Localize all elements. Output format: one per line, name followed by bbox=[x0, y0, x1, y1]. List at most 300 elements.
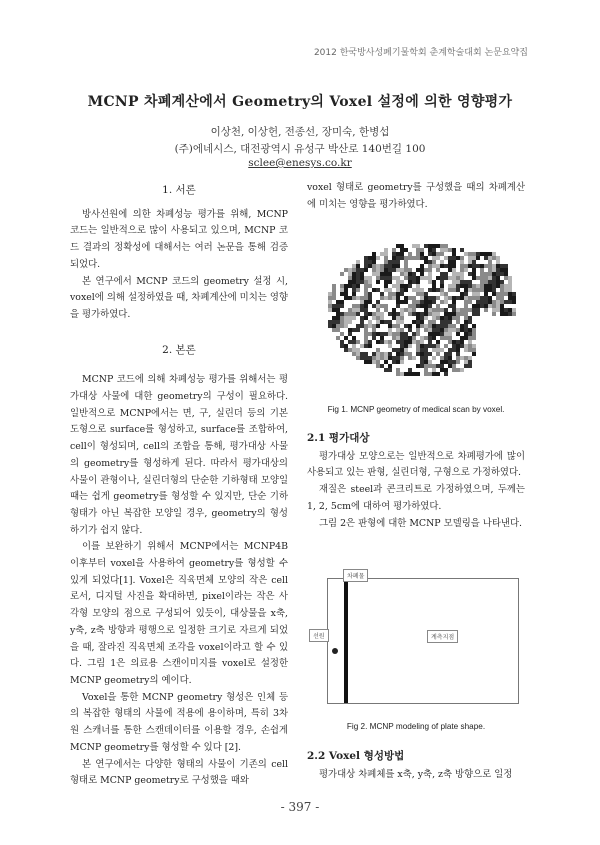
voxel-cell bbox=[496, 276, 500, 280]
voxel-cell bbox=[464, 344, 468, 348]
voxel-cell bbox=[420, 352, 424, 356]
voxel-cell bbox=[464, 328, 468, 332]
voxel-cell bbox=[340, 288, 344, 292]
voxel-cell bbox=[444, 372, 448, 376]
voxel-cell bbox=[448, 324, 452, 328]
voxel-cell bbox=[364, 260, 368, 264]
voxel-cell bbox=[476, 288, 480, 292]
voxel-cell bbox=[440, 364, 444, 368]
voxel-cell bbox=[368, 340, 372, 344]
voxel-cell bbox=[400, 320, 404, 324]
voxel-cell bbox=[424, 352, 428, 356]
voxel-cell bbox=[368, 356, 372, 360]
voxel-cell bbox=[408, 344, 412, 348]
voxel-cell bbox=[424, 364, 428, 368]
voxel-cell bbox=[440, 244, 444, 248]
voxel-cell bbox=[384, 304, 388, 308]
voxel-cell bbox=[468, 320, 472, 324]
voxel-cell bbox=[448, 316, 452, 320]
voxel-cell bbox=[368, 276, 372, 280]
voxel-cell bbox=[496, 284, 500, 288]
voxel-cell bbox=[336, 308, 340, 312]
voxel-cell bbox=[412, 312, 416, 316]
voxel-cell bbox=[432, 348, 436, 352]
voxel-cell bbox=[380, 336, 384, 340]
voxel-cell bbox=[440, 328, 444, 332]
voxel-cell bbox=[476, 284, 480, 288]
voxel-cell bbox=[376, 272, 380, 276]
voxel-cell bbox=[400, 280, 404, 284]
voxel-cell bbox=[480, 280, 484, 284]
voxel-cell bbox=[424, 344, 428, 348]
voxel-cell bbox=[436, 296, 440, 300]
voxel-cell bbox=[496, 308, 500, 312]
voxel-cell bbox=[396, 304, 400, 308]
voxel-cell bbox=[436, 268, 440, 272]
voxel-cell bbox=[452, 340, 456, 344]
voxel-cell bbox=[420, 324, 424, 328]
voxel-cell bbox=[396, 292, 400, 296]
voxel-cell bbox=[408, 372, 412, 376]
voxel-cell bbox=[380, 332, 384, 336]
voxel-cell bbox=[488, 280, 492, 284]
voxel-cell bbox=[472, 272, 476, 276]
right-column-top bbox=[307, 180, 525, 213]
voxel-cell bbox=[400, 308, 404, 312]
voxel-cell bbox=[416, 300, 420, 304]
voxel-cell bbox=[356, 328, 360, 332]
voxel-cell bbox=[456, 288, 460, 292]
voxel-cell bbox=[344, 348, 348, 352]
voxel-cell bbox=[368, 300, 372, 304]
voxel-cell bbox=[492, 280, 496, 284]
voxel-cell bbox=[424, 316, 428, 320]
voxel-cell bbox=[388, 356, 392, 360]
voxel-cell bbox=[376, 356, 380, 360]
voxel-cell bbox=[432, 332, 436, 336]
voxel-cell bbox=[376, 264, 380, 268]
voxel-cell bbox=[440, 316, 444, 320]
voxel-cell bbox=[400, 356, 404, 360]
email-link[interactable]: sclee@enesys.co.kr bbox=[248, 157, 352, 169]
voxel-cell bbox=[504, 300, 508, 304]
voxel-cell bbox=[472, 344, 476, 348]
voxel-cell bbox=[420, 320, 424, 324]
voxel-cell bbox=[492, 292, 496, 296]
voxel-cell bbox=[384, 360, 388, 364]
voxel-cell bbox=[444, 264, 448, 268]
voxel-cell bbox=[372, 352, 376, 356]
voxel-cell bbox=[336, 320, 340, 324]
voxel-cell bbox=[420, 264, 424, 268]
voxel-cell bbox=[456, 284, 460, 288]
voxel-cell bbox=[408, 308, 412, 312]
voxel-cell bbox=[408, 368, 412, 372]
voxel-cell bbox=[428, 248, 432, 252]
voxel-cell bbox=[328, 300, 332, 304]
voxel-cell bbox=[428, 308, 432, 312]
voxel-cell bbox=[384, 296, 388, 300]
voxel-cell bbox=[444, 360, 448, 364]
voxel-cell bbox=[380, 312, 384, 316]
voxel-cell bbox=[376, 324, 380, 328]
voxel-cell bbox=[436, 252, 440, 256]
voxel-cell bbox=[424, 328, 428, 332]
body-paragraph-1: MCNP 코드에 의해 차폐성능 평가를 위해서는 평가대상 사물에 대한 geometry의 구성이 필요하다. 일반적으로 MCNP에서는 면, 구, 실린더 등의 기본 도형으로 surface를 형성하고, surface를 조합하여, cell이 형성되며, cell의 조합을 통해, 평가대상 사물의 geometry를 형성하게 된다. 따라서 평가대상의 사물이 관형이나, 실린더형의 단순한 기하형태 모양일 때는 쉽게 geometry를 형성할 수 있지만, 단순 기하형태가 아닌 복잡한 모양일 경우, geometry의 형성하기가 쉽지 않다. bbox=[70, 374, 288, 536]
voxel-cell bbox=[428, 312, 432, 316]
voxel-cell bbox=[400, 248, 404, 252]
voxel-cell bbox=[456, 344, 460, 348]
voxel-cell bbox=[444, 256, 448, 260]
voxel-cell bbox=[384, 260, 388, 264]
voxel-cell bbox=[452, 328, 456, 332]
voxel-cell bbox=[348, 284, 352, 288]
voxel-cell bbox=[432, 244, 436, 248]
voxel-cell bbox=[412, 340, 416, 344]
voxel-cell bbox=[372, 328, 376, 332]
voxel-cell bbox=[424, 244, 428, 248]
voxel-cell bbox=[448, 312, 452, 316]
voxel-cell bbox=[460, 296, 464, 300]
voxel-cell bbox=[432, 320, 436, 324]
voxel-cell bbox=[356, 264, 360, 268]
voxel-cell bbox=[460, 328, 464, 332]
voxel-cell bbox=[376, 288, 380, 292]
voxel-cell bbox=[420, 316, 424, 320]
voxel-cell bbox=[388, 296, 392, 300]
voxel-cell bbox=[340, 344, 344, 348]
voxel-cell bbox=[384, 320, 388, 324]
voxel-cell bbox=[444, 308, 448, 312]
voxel-cell bbox=[376, 312, 380, 316]
voxel-cell bbox=[468, 264, 472, 268]
voxel-cell bbox=[340, 284, 344, 288]
voxel-cell bbox=[396, 252, 400, 256]
voxel-cell bbox=[412, 372, 416, 376]
voxel-cell bbox=[484, 288, 488, 292]
voxel-cell bbox=[408, 328, 412, 332]
voxel-cell bbox=[440, 324, 444, 328]
voxel-cell bbox=[448, 352, 452, 356]
voxel-cell bbox=[364, 324, 368, 328]
voxel-cell bbox=[436, 372, 440, 376]
voxel-cell bbox=[420, 268, 424, 272]
voxel-cell bbox=[444, 272, 448, 276]
voxel-cell bbox=[428, 272, 432, 276]
voxel-cell bbox=[400, 312, 404, 316]
voxel-cell bbox=[504, 268, 508, 272]
voxel-cell bbox=[352, 296, 356, 300]
voxel-cell bbox=[364, 344, 368, 348]
voxel-cell bbox=[428, 344, 432, 348]
voxel-cell bbox=[452, 348, 456, 352]
voxel-cell bbox=[492, 276, 496, 280]
voxel-cell bbox=[340, 316, 344, 320]
voxel-cell bbox=[440, 336, 444, 340]
voxel-cell bbox=[468, 348, 472, 352]
voxel-cell bbox=[336, 304, 340, 308]
subsection-title-2-1: 2.1 평가대상 bbox=[307, 432, 370, 444]
voxel-cell bbox=[364, 340, 368, 344]
voxel-cell bbox=[476, 304, 480, 308]
voxel-cell bbox=[392, 248, 396, 252]
voxel-cell bbox=[420, 312, 424, 316]
voxel-cell bbox=[380, 292, 384, 296]
label-shield: 차폐물 bbox=[343, 569, 368, 582]
voxel-cell bbox=[360, 316, 364, 320]
voxel-cell bbox=[496, 260, 500, 264]
voxel-cell bbox=[392, 252, 396, 256]
voxel-cell bbox=[408, 356, 412, 360]
voxel-cell bbox=[348, 328, 352, 332]
voxel-cell bbox=[472, 348, 476, 352]
voxel-cell bbox=[452, 344, 456, 348]
voxel-cell bbox=[416, 348, 420, 352]
voxel-cell bbox=[440, 332, 444, 336]
voxel-cell bbox=[440, 348, 444, 352]
voxel-cell bbox=[424, 300, 428, 304]
voxel-cell bbox=[488, 276, 492, 280]
voxel-cell bbox=[356, 324, 360, 328]
voxel-cell bbox=[372, 360, 376, 364]
voxel-cell bbox=[452, 324, 456, 328]
voxel-cell bbox=[436, 332, 440, 336]
voxel-cell bbox=[492, 304, 496, 308]
voxel-cell bbox=[416, 256, 420, 260]
voxel-cell bbox=[428, 340, 432, 344]
voxel-cell bbox=[416, 312, 420, 316]
voxel-cell bbox=[472, 312, 476, 316]
voxel-cell bbox=[340, 324, 344, 328]
voxel-cell bbox=[352, 288, 356, 292]
voxel-cell bbox=[440, 368, 444, 372]
voxel-cell bbox=[328, 304, 332, 308]
voxel-cell bbox=[368, 284, 372, 288]
voxel-cell bbox=[360, 344, 364, 348]
voxel-cell bbox=[468, 272, 472, 276]
voxel-cell bbox=[396, 320, 400, 324]
voxel-cell bbox=[408, 352, 412, 356]
voxel-cell bbox=[344, 324, 348, 328]
voxel-cell bbox=[432, 280, 436, 284]
voxel-cell bbox=[364, 296, 368, 300]
voxel-cell bbox=[432, 328, 436, 332]
voxel-cell bbox=[400, 340, 404, 344]
voxel-cell bbox=[412, 304, 416, 308]
voxel-cell bbox=[328, 324, 332, 328]
voxel-cell bbox=[412, 320, 416, 324]
voxel-cell bbox=[472, 260, 476, 264]
voxel-cell bbox=[372, 252, 376, 256]
voxel-cell bbox=[376, 280, 380, 284]
voxel-cell bbox=[432, 288, 436, 292]
voxel-cell bbox=[396, 360, 400, 364]
voxel-cell bbox=[364, 352, 368, 356]
voxel-cell bbox=[504, 292, 508, 296]
voxel-cell bbox=[508, 284, 512, 288]
voxel-cell bbox=[464, 308, 468, 312]
voxel-cell bbox=[468, 300, 472, 304]
voxel-cell bbox=[372, 356, 376, 360]
voxel-cell bbox=[364, 360, 368, 364]
voxel-cell bbox=[416, 364, 420, 368]
voxel-cell bbox=[452, 284, 456, 288]
voxel-cell bbox=[384, 248, 388, 252]
voxel-cell bbox=[352, 264, 356, 268]
voxel-cell bbox=[452, 268, 456, 272]
voxel-cell bbox=[508, 296, 512, 300]
voxel-cell bbox=[360, 296, 364, 300]
voxel-cell bbox=[364, 336, 368, 340]
voxel-cell bbox=[460, 308, 464, 312]
voxel-cell bbox=[420, 248, 424, 252]
voxel-cell bbox=[400, 336, 404, 340]
voxel-cell bbox=[360, 304, 364, 308]
voxel-cell bbox=[440, 264, 444, 268]
voxel-cell bbox=[364, 356, 368, 360]
voxel-cell bbox=[392, 356, 396, 360]
voxel-cell bbox=[344, 336, 348, 340]
voxel-cell bbox=[328, 320, 332, 324]
voxel-cell bbox=[348, 312, 352, 316]
voxel-cell bbox=[392, 312, 396, 316]
voxel-cell bbox=[432, 312, 436, 316]
voxel-cell bbox=[404, 276, 408, 280]
voxel-cell bbox=[352, 308, 356, 312]
voxel-cell bbox=[476, 308, 480, 312]
voxel-cell bbox=[448, 248, 452, 252]
voxel-cell bbox=[428, 296, 432, 300]
voxel-cell bbox=[384, 288, 388, 292]
voxel-cell bbox=[332, 288, 336, 292]
voxel-cell bbox=[424, 368, 428, 372]
voxel-cell bbox=[364, 316, 368, 320]
voxel-cell bbox=[440, 300, 444, 304]
voxel-cell bbox=[452, 256, 456, 260]
voxel-cell bbox=[472, 296, 476, 300]
voxel-cell bbox=[364, 292, 368, 296]
voxel-cell bbox=[468, 284, 472, 288]
voxel-cell bbox=[416, 316, 420, 320]
voxel-cell bbox=[468, 364, 472, 368]
voxel-cell bbox=[356, 356, 360, 360]
voxel-cell bbox=[380, 272, 384, 276]
voxel-cell bbox=[388, 264, 392, 268]
voxel-cell bbox=[480, 272, 484, 276]
affiliation: (주)에네시스, 대전광역시 유성구 박산로 140번길 100 bbox=[174, 143, 426, 155]
voxel-cell bbox=[360, 280, 364, 284]
voxel-cell bbox=[392, 336, 396, 340]
voxel-cell bbox=[352, 292, 356, 296]
voxel-cell bbox=[468, 252, 472, 256]
voxel-cell bbox=[468, 296, 472, 300]
voxel-cell bbox=[428, 276, 432, 280]
voxel-cell bbox=[484, 256, 488, 260]
voxel-cell bbox=[464, 264, 468, 268]
voxel-cell bbox=[380, 304, 384, 308]
voxel-cell bbox=[468, 356, 472, 360]
voxel-cell bbox=[420, 340, 424, 344]
voxel-cell bbox=[376, 320, 380, 324]
voxel-cell bbox=[360, 268, 364, 272]
voxel-cell bbox=[464, 316, 468, 320]
voxel-cell bbox=[348, 340, 352, 344]
voxel-cell bbox=[344, 296, 348, 300]
voxel-cell bbox=[380, 352, 384, 356]
voxel-cell bbox=[416, 244, 420, 248]
voxel-cell bbox=[352, 316, 356, 320]
voxel-cell bbox=[440, 360, 444, 364]
voxel-cell bbox=[476, 256, 480, 260]
voxel-cell bbox=[428, 268, 432, 272]
voxel-cell bbox=[416, 320, 420, 324]
voxel-cell bbox=[348, 316, 352, 320]
voxel-cell bbox=[480, 288, 484, 292]
voxel-cell bbox=[380, 316, 384, 320]
voxel-cell bbox=[408, 284, 412, 288]
voxel-cell bbox=[364, 308, 368, 312]
voxel-cell bbox=[420, 272, 424, 276]
voxel-cell bbox=[420, 356, 424, 360]
voxel-cell bbox=[448, 304, 452, 308]
voxel-cell bbox=[472, 352, 476, 356]
voxel-cell bbox=[396, 312, 400, 316]
voxel-cell bbox=[448, 356, 452, 360]
voxel-cell bbox=[496, 268, 500, 272]
voxel-cell bbox=[444, 344, 448, 348]
voxel-cell bbox=[348, 280, 352, 284]
voxel-cell bbox=[416, 324, 420, 328]
voxel-cell bbox=[356, 284, 360, 288]
voxel-cell bbox=[464, 336, 468, 340]
voxel-cell bbox=[436, 308, 440, 312]
voxel-cell bbox=[436, 352, 440, 356]
voxel-cell bbox=[408, 324, 412, 328]
voxel-cell bbox=[452, 288, 456, 292]
voxel-cell bbox=[424, 260, 428, 264]
voxel-cell bbox=[448, 360, 452, 364]
voxel-cell bbox=[440, 292, 444, 296]
voxel-cell bbox=[412, 356, 416, 360]
voxel-cell bbox=[328, 292, 332, 296]
voxel-cell bbox=[456, 360, 460, 364]
voxel-cell bbox=[392, 260, 396, 264]
voxel-cell bbox=[452, 368, 456, 372]
voxel-cell bbox=[452, 296, 456, 300]
voxel-cell bbox=[360, 324, 364, 328]
voxel-cell bbox=[340, 292, 344, 296]
voxel-cell bbox=[392, 256, 396, 260]
voxel-cell bbox=[504, 308, 508, 312]
voxel-cell bbox=[368, 312, 372, 316]
voxel-cell bbox=[344, 292, 348, 296]
voxel-cell bbox=[452, 316, 456, 320]
voxel-cell bbox=[380, 296, 384, 300]
voxel-cell bbox=[436, 328, 440, 332]
voxel-cell bbox=[468, 344, 472, 348]
voxel-cell bbox=[464, 284, 468, 288]
voxel-cell bbox=[368, 320, 372, 324]
voxel-cell bbox=[484, 292, 488, 296]
voxel-cell bbox=[356, 280, 360, 284]
voxel-cell bbox=[492, 288, 496, 292]
voxel-cell bbox=[360, 308, 364, 312]
voxel-cell bbox=[404, 336, 408, 340]
voxel-cell bbox=[336, 300, 340, 304]
voxel-cell bbox=[448, 276, 452, 280]
voxel-cell bbox=[480, 296, 484, 300]
voxel-cell bbox=[448, 320, 452, 324]
